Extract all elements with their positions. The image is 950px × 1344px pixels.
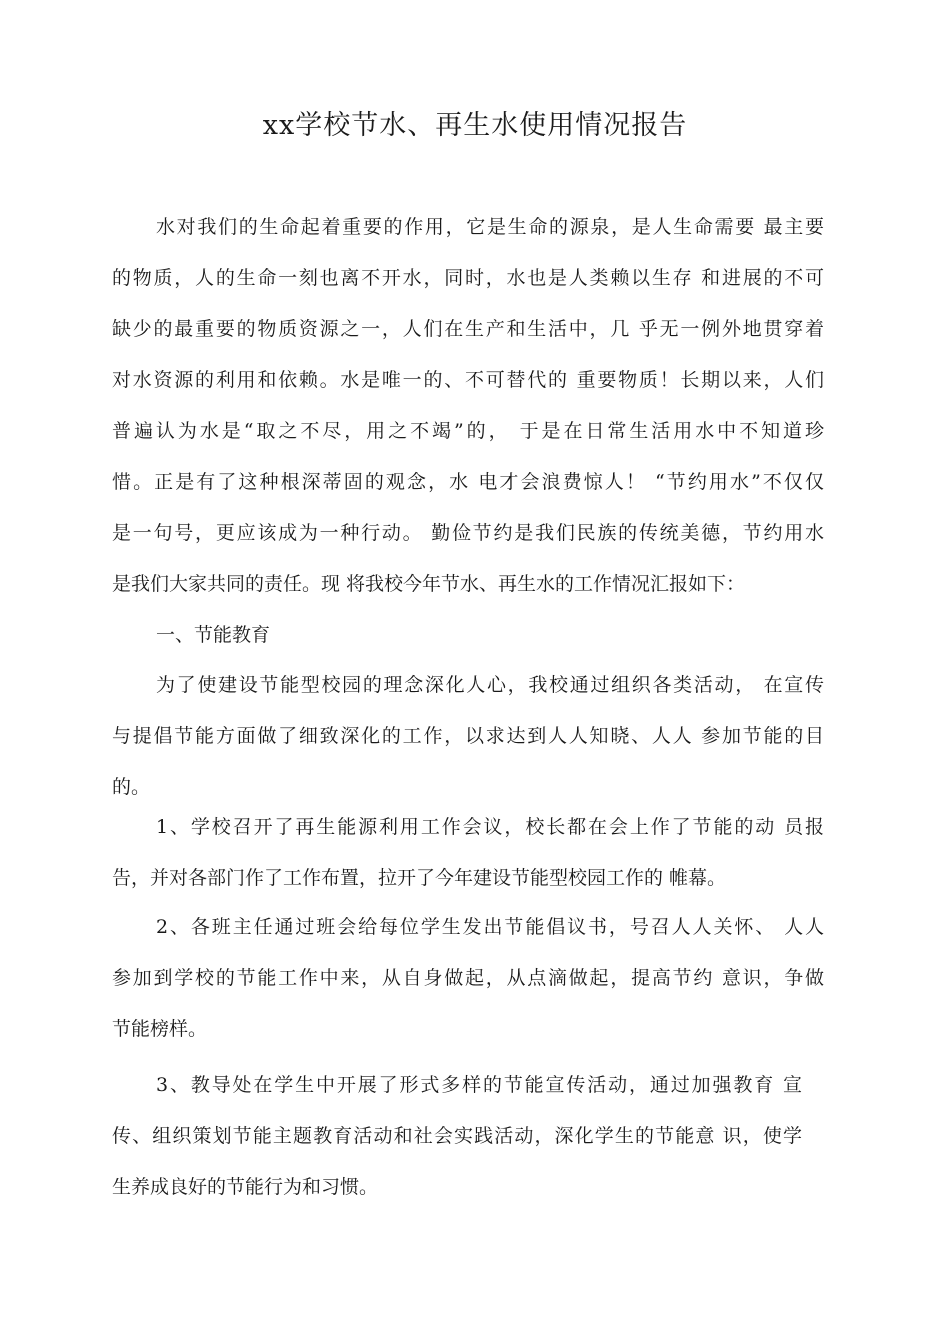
intro-line: 的物质，人的生命一刻也离不开水，同时，水也是人类赖以生存 和进展的不可 [112,267,824,289]
section-intro-line: 为了使建设节能型校园的理念深化人心，我校通过组织各类活动， 在宣传 [156,674,824,696]
intro-line: 水对我们的生命起着重要的作用，它是生命的源泉，是人生命需要 最主要 [156,216,824,238]
list-item-1 [112,810,824,912]
list-item-line: 节能榜样。 [112,1018,208,1040]
section-intro-paragraph [112,668,824,821]
section-heading: 一、节能教育 [156,624,271,646]
list-item-line: 生养成良好的节能行为和习惯。 [112,1176,379,1198]
intro-line: 是一句号，更应该成为一种行动。 勤俭节约是我们民族的传统美德，节约用水 [112,522,824,544]
list-item-3 [112,1068,802,1221]
list-item-line: 3、教导处在学生中开展了形式多样的节能宣传活动，通过加强教育 宣 [156,1074,802,1096]
list-item-line: 参加到学校的节能工作中来，从自身做起，从点滴做起，提高节约 意识，争做 [112,967,824,989]
list-item-line: 2、各班主任通过班会给每位学生发出节能倡议书，号召人人关怀、 人人 [156,916,824,938]
list-item-line: 告，并对各部门作了工作布置，拉开了今年建设节能型校园工作的 帷幕。 [112,867,727,889]
intro-line: 缺少的最重要的物质资源之一，人们在生产和生活中，几 乎无一例外地贯穿着 [112,318,824,340]
intro-line: 惜。正是有了这种根深蒂固的观念，水 电才会浪费惊人！ “节约用水”不仅仅 [112,471,824,493]
document-title: xx学校节水、再生水使用情况报告 [262,110,688,141]
list-item-line: 1、学校召开了再生能源利用工作会议，校长都在会上作了节能的动 员报 [156,816,824,838]
intro-line: 对水资源的利用和依赖。水是唯一的、不可替代的 重要物质！长期以来，人们 [112,369,824,391]
intro-paragraph [112,210,824,618]
intro-line: 普遍认为水是“取之不尽，用之不竭”的， 于是在日常生活用水中不知道珍 [112,420,824,442]
section-intro-line: 与提倡节能方面做了细致深化的工作，以求达到人人知晓、人人 参加节能的目 [112,725,824,747]
intro-line: 是我们大家共同的责任。现 将我校今年节水、再生水的工作情况汇报如下： [112,573,746,595]
list-item-line: 传、组织策划节能主题教育活动和社会实践活动，深化学生的节能意 识，使学 [112,1125,802,1147]
list-item-2 [112,910,824,1063]
section-intro-line: 的。 [112,776,151,798]
